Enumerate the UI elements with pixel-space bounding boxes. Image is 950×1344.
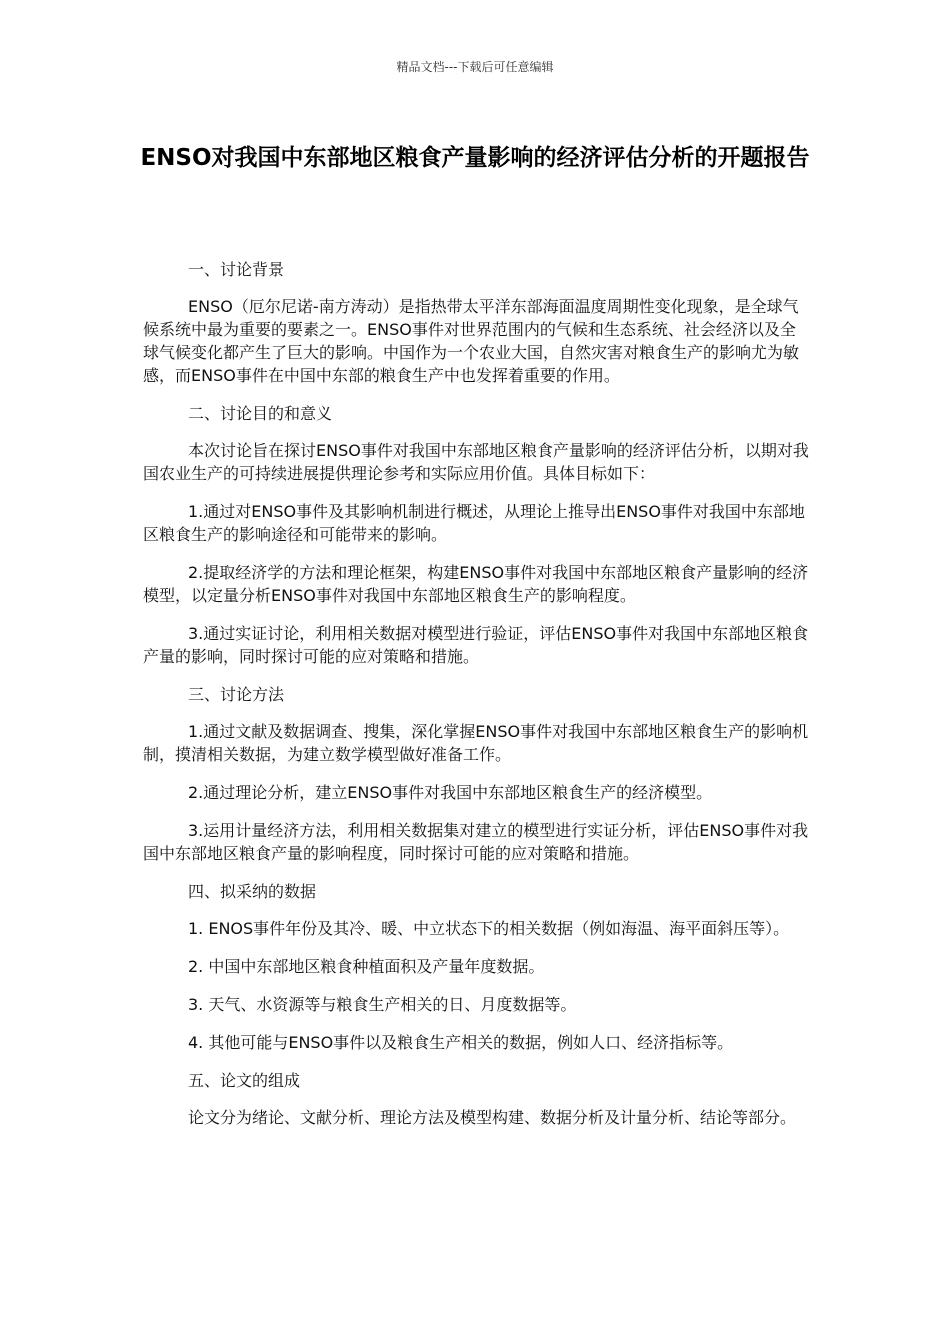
list-item: 3.运用计量经济方法，利用相关数据集对建立的模型进行实证分析，评估ENSO事件对我国中东部地区粮食产量的影响程度，同时探讨可能的应对策略和措施。 (143, 821, 809, 863)
section-heading: 五、论文的组成 (188, 1071, 301, 1090)
page-header-watermark: 精品文档---下载后可任意编辑 (396, 60, 554, 74)
list-item: 4. 其他可能与ENSO事件以及粮食生产相关的数据，例如人口、经济指标等。 (188, 1033, 734, 1052)
section-structure (143, 1069, 809, 1129)
list-item: 1. ENOS事件年份及其冷、暖、中立状态下的相关数据（例如海温、海平面斜压等）。 (188, 919, 790, 938)
paragraph: 本次讨论旨在探讨ENSO事件对我国中东部地区粮食产量影响的经济评估分析，以期对我国农业生产的可持续进展提供理论参考和实际应用价值。具体目标如下： (143, 441, 809, 483)
document-body (143, 258, 809, 1144)
list-item: 2.通过理论分析，建立ENSO事件对我国中东部地区粮食生产的经济模型。 (188, 783, 713, 802)
section-heading: 四、拟采纳的数据 (188, 882, 317, 901)
section-heading: 一、讨论背景 (188, 260, 285, 279)
list-item: 3. 天气、水资源等与粮食生产相关的日、月度数据等。 (188, 995, 577, 1014)
section-purpose (143, 402, 809, 668)
section-heading: 三、讨论方法 (188, 685, 285, 704)
section-methods (143, 683, 809, 865)
document-title: ENSO对我国中东部地区粮食产量影响的经济评估分析的开题报告 (140, 145, 810, 171)
section-heading: 二、讨论目的和意义 (188, 404, 333, 423)
list-item: 1.通过文献及数据调查、搜集，深化掌握ENSO事件对我国中东部地区粮食生产的影响机制，摸清相关数据，为建立数学模型做好准备工作。 (143, 722, 809, 764)
section-background (143, 258, 809, 387)
list-item: 2. 中国中东部地区粮食种植面积及产量年度数据。 (188, 957, 545, 976)
paragraph: 论文分为绪论、文献分析、理论方法及模型构建、数据分析及计量分析、结论等部分。 (188, 1108, 797, 1127)
section-data (143, 880, 809, 1054)
list-item: 1.通过对ENSO事件及其影响机制进行概述，从理论上推导出ENSO事件对我国中东部地区粮食生产的影响途径和可能带来的影响。 (143, 502, 805, 544)
list-item: 2.提取经济学的方法和理论框架，构建ENSO事件对我国中东部地区粮食产量影响的经济模型，以定量分析ENSO事件对我国中东部地区粮食生产的影响程度。 (143, 563, 809, 605)
paragraph: ENSO（厄尔尼诺-南方涛动）是指热带太平洋东部海面温度周期性变化现象，是全球气候系统中最为重要的要素之一。ENSO事件对世界范围内的气候和生态系统、社会经济以及全球气候变化都产生了巨大的影响。中国作为一个农业大国，自然灾害对粮食生产的影响尤为敏感，而ENSO事件在中国中东部的粮食生产中也发挥着重要的作用。 (143, 297, 800, 385)
list-item: 3.通过实证讨论，利用相关数据对模型进行验证，评估ENSO事件对我国中东部地区粮食产量的影响，同时探讨可能的应对策略和措施。 (143, 624, 809, 666)
